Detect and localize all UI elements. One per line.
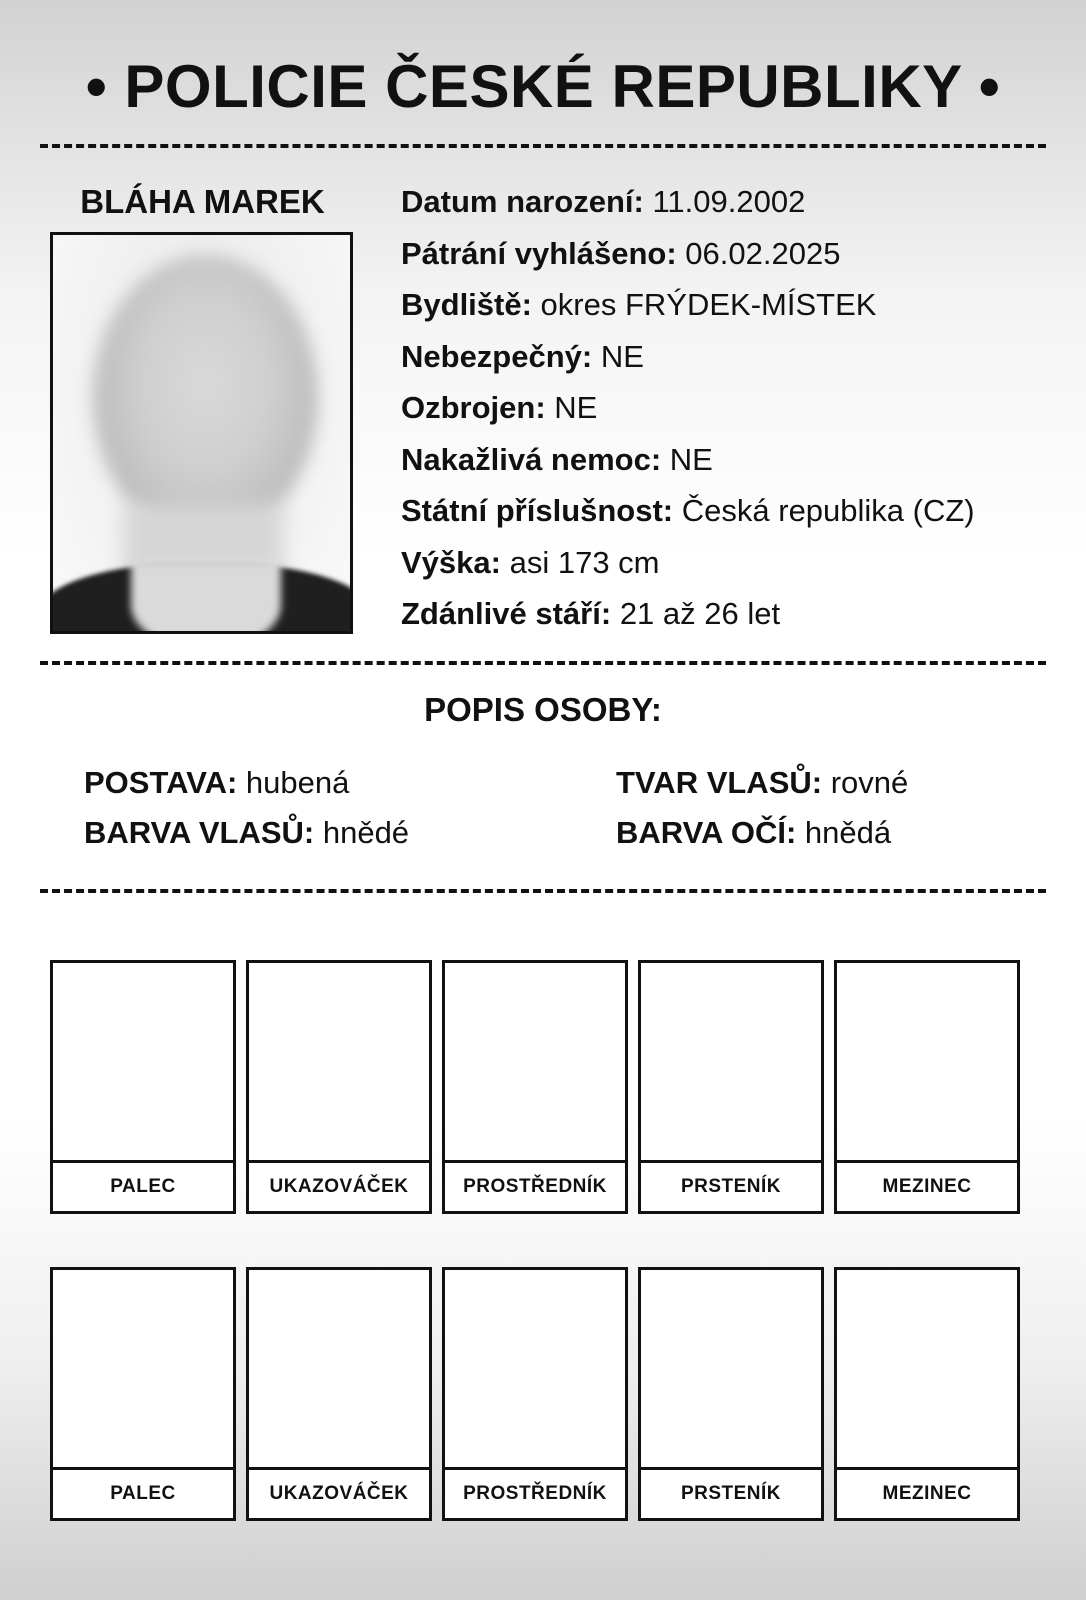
info-row-residence: Bydliště: okres FRÝDEK-MÍSTEK (401, 287, 877, 322)
fingerprint-box (834, 960, 1020, 1214)
fingerprint-label: PROSTŘEDNÍK (445, 1160, 625, 1211)
description-build: POSTAVA: hubená (84, 765, 350, 800)
fingerprint-label: PALEC (53, 1467, 233, 1518)
description-hair-shape: TVAR VLASŮ: rovné (616, 765, 909, 800)
fingerprint-label: UKAZOVÁČEK (249, 1160, 429, 1211)
fingerprint-box (638, 960, 824, 1214)
info-row-nationality: Státní příslušnost: Česká republika (CZ) (401, 493, 975, 528)
fingerprint-box (834, 1267, 1020, 1521)
fingerprint-box (442, 1267, 628, 1521)
person-name: BLÁHA MAREK (80, 183, 325, 220)
description-eye-color: BARVA OČÍ: hnědá (616, 815, 892, 850)
fingerprint-label: PROSTŘEDNÍK (445, 1467, 625, 1518)
fingerprint-box (50, 960, 236, 1214)
info-row-search-date: Pátrání vyhlášeno: 06.02.2025 (401, 235, 841, 271)
person-photo (50, 232, 353, 634)
person-info (401, 180, 1066, 644)
fingerprint-box (638, 1267, 824, 1521)
fingerprint-box (246, 1267, 432, 1521)
description-hair-color: BARVA VLASŮ: hnědé (84, 815, 410, 850)
info-row-armed: Ozbrojen: NE (401, 390, 598, 425)
fingerprint-label: PALEC (53, 1160, 233, 1211)
description-title: POPIS OSOBY: (424, 691, 662, 728)
info-row-height: Výška: asi 173 cm (401, 544, 660, 580)
info-row-disease: Nakažlivá nemoc: NE (401, 441, 713, 477)
fingerprint-label: PRSTENÍK (641, 1160, 821, 1211)
fingerprint-box (50, 1267, 236, 1521)
fingerprint-row (50, 960, 1020, 1216)
fingerprint-row (50, 1267, 1020, 1523)
fingerprint-box (246, 960, 432, 1214)
divider (40, 889, 1046, 893)
fingerprint-label: UKAZOVÁČEK (249, 1467, 429, 1518)
fingerprint-box (442, 960, 628, 1214)
fingerprint-label: PRSTENÍK (641, 1467, 821, 1518)
page-title: • POLICIE ČESKÉ REPUBLIKY • (85, 53, 1001, 120)
info-row-birthdate: Datum narození: 11.09.2002 (401, 184, 806, 219)
info-row-apparent-age: Zdánlivé stáří: 21 až 26 let (401, 596, 781, 631)
fingerprint-label: MEZINEC (837, 1160, 1017, 1211)
divider (40, 144, 1046, 148)
fingerprint-label: MEZINEC (837, 1467, 1017, 1518)
info-row-dangerous: Nebezpečný: NE (401, 338, 644, 374)
divider (40, 661, 1046, 665)
